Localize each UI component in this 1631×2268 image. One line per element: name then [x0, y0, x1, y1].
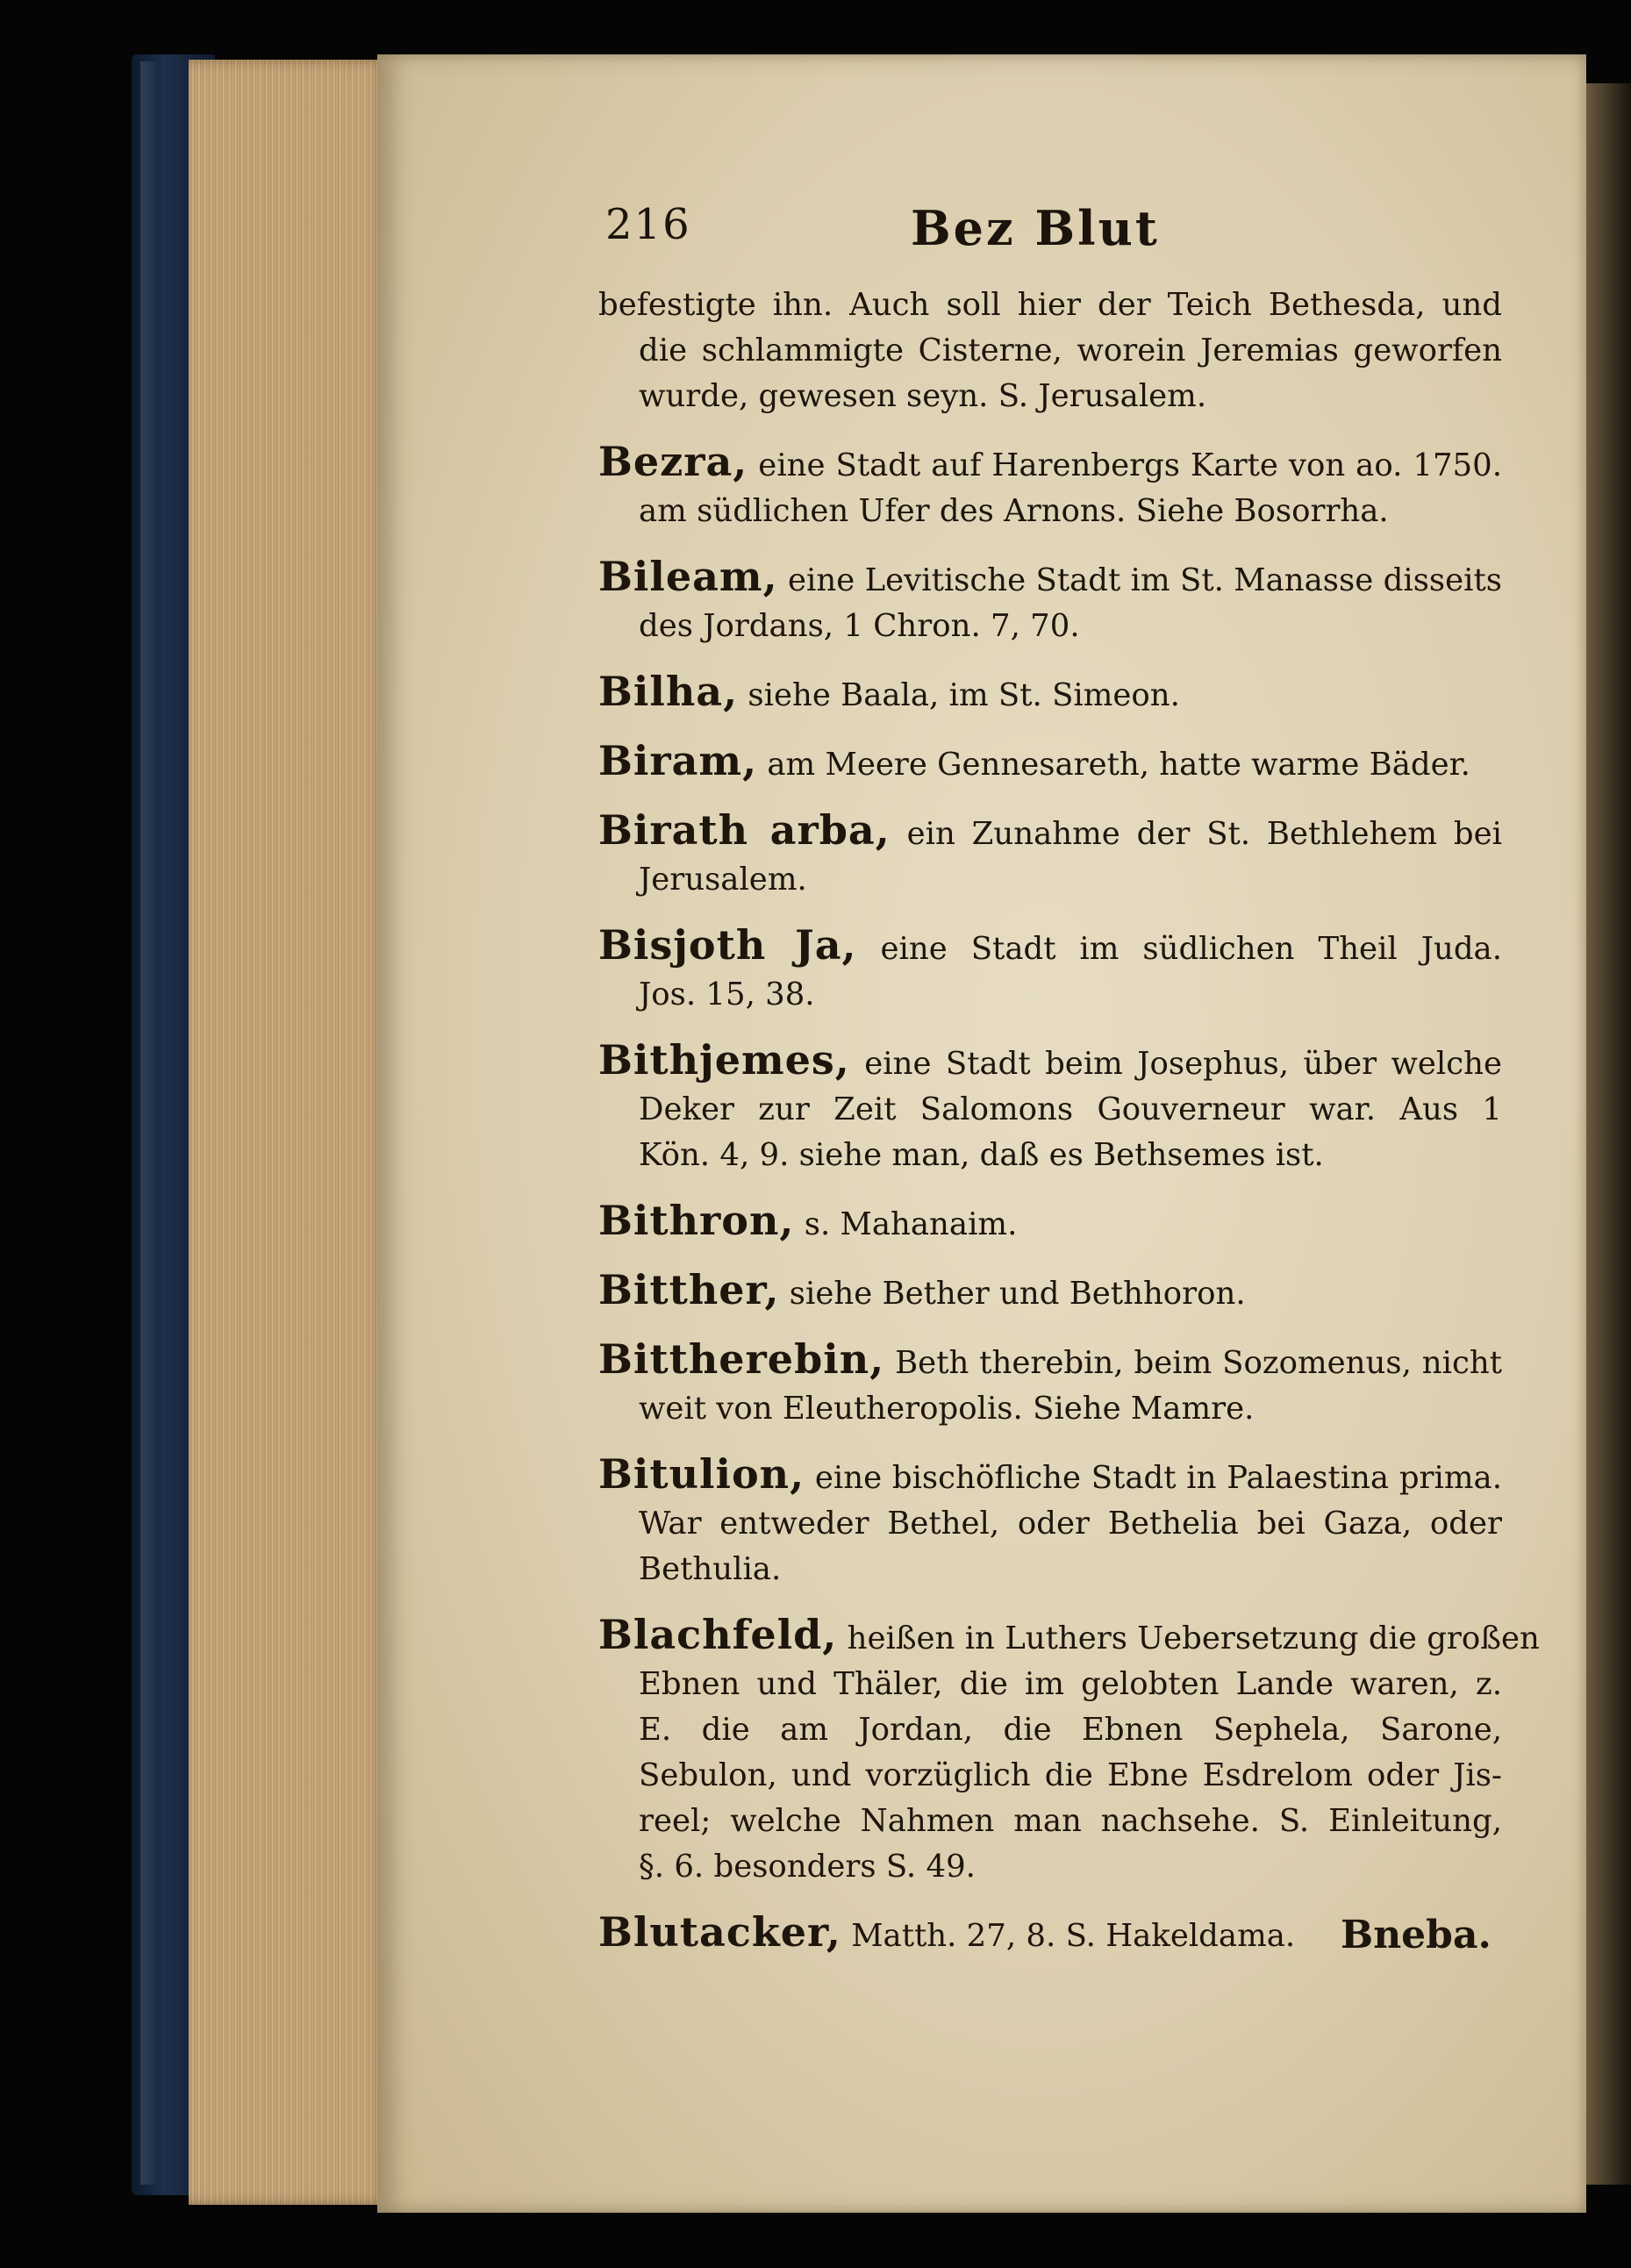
- dictionary-entry: [598, 1267, 1502, 1317]
- entry-text: am Meere Gennesareth, hatte warme Bäder.: [757, 747, 1470, 783]
- text-line: [598, 1547, 1502, 1592]
- text-line: [598, 1087, 1502, 1133]
- entry-text: Bethulia.: [639, 1551, 782, 1587]
- entry-text: siehe Bether und Bethhoron.: [779, 1276, 1246, 1312]
- entry-text: E. die am Jordan, die Ebnen Sephela, Sarone,: [639, 1712, 1502, 1748]
- page-number: 216: [605, 200, 691, 249]
- text-line: [598, 1198, 1502, 1248]
- entry-headword: Bezra,: [598, 438, 748, 485]
- text-line: [598, 1501, 1502, 1547]
- entry-headword: Blutacker,: [598, 1908, 841, 1956]
- entry-headword: Bitther,: [598, 1266, 780, 1313]
- entry-headword: Blachfeld,: [598, 1611, 838, 1658]
- text-line: [598, 374, 1502, 419]
- dictionary-entry: [598, 738, 1502, 788]
- entry-text: heißen in Luthers Uebersetzung die großen: [837, 1621, 1540, 1656]
- dictionary-entry: [598, 283, 1502, 419]
- entry-text: des Jordans, 1 Chron. 7, 70.: [639, 608, 1080, 644]
- entry-headword: Birath arba,: [598, 806, 891, 854]
- text-line: [598, 489, 1502, 534]
- entry-text: wurde, gewesen seyn. S. Jerusalem.: [639, 378, 1207, 414]
- text-line: [598, 972, 1502, 1018]
- text-line: [598, 1386, 1502, 1432]
- entry-text: weit von Eleutheropolis. Siehe Mamre.: [639, 1391, 1255, 1427]
- entry-text: Jos. 15, 38.: [639, 977, 815, 1012]
- dictionary-entry: [598, 1451, 1502, 1592]
- entry-text: Deker zur Zeit Salomons Gouverneur war. Aus 1: [639, 1091, 1502, 1127]
- entry-text: s. Mahanaim.: [794, 1206, 1018, 1242]
- text-line: [598, 1611, 1540, 1662]
- catchword: Bneba.: [1341, 1913, 1492, 1957]
- entry-text: reel; welche Nahmen man nachsehe. S. Einleitung,: [639, 1803, 1502, 1839]
- entry-headword: Bileam,: [598, 553, 778, 600]
- entry-headword: Bittherebin,: [598, 1335, 885, 1383]
- entry-headword: Bisjoth Ja,: [598, 921, 857, 969]
- text-line: [598, 922, 1502, 972]
- facing-page-edge: [1586, 83, 1631, 2185]
- entry-text: eine bischöfliche Stadt in Palaestina prima.: [805, 1460, 1502, 1496]
- text-line: [598, 554, 1502, 604]
- page-header: [605, 200, 1500, 261]
- entry-text: Jerusalem.: [639, 862, 807, 898]
- entry-text: am südlichen Ufer des Arnons. Siehe Bosorrha.: [639, 493, 1389, 529]
- text-line: [598, 1707, 1502, 1753]
- entry-text: War entweder Bethel, oder Bethelia bei Gaza, oder: [639, 1506, 1502, 1542]
- text-line: [598, 283, 1502, 328]
- entry-text: ein Zunahme der St. Bethlehem bei: [890, 816, 1502, 852]
- entry-text: die schlammigte Cisterne, worein Jeremias geworfen: [639, 333, 1502, 368]
- text-line: [598, 1451, 1502, 1501]
- text-line: [598, 1844, 1502, 1890]
- dictionary-entry: [598, 1198, 1502, 1248]
- entry-text: eine Stadt im südlichen Theil Juda.: [856, 931, 1503, 967]
- dictionary-entry: [598, 669, 1502, 719]
- entry-text: eine Stadt auf Harenbergs Karte von ao. 1750.: [748, 447, 1502, 483]
- running-head: Bez Blut: [911, 200, 1160, 256]
- entry-headword: Bilha,: [598, 668, 739, 715]
- entry-text: befestigte ihn. Auch soll hier der Teich Bethesda, und: [598, 287, 1502, 323]
- text-line: [598, 669, 1502, 719]
- entry-text: Ebnen und Thäler, die im gelobten Lande waren, z.: [639, 1666, 1502, 1702]
- entry-headword: Bitulion,: [598, 1450, 805, 1498]
- text-line: [598, 807, 1502, 857]
- text-line: [598, 1336, 1502, 1386]
- text-line: [598, 1133, 1502, 1178]
- entry-text: siehe Baala, im St. Simeon.: [738, 677, 1180, 713]
- page-text: [598, 283, 1540, 1978]
- text-line: [598, 1267, 1502, 1317]
- entry-text: Kön. 4, 9. siehe man, daß es Bethsemes ist.: [639, 1137, 1324, 1173]
- page-edges: [189, 60, 389, 2205]
- text-line: [598, 439, 1502, 489]
- text-line: [598, 604, 1502, 649]
- dictionary-entry: [598, 807, 1502, 903]
- entry-text: eine Levitische Stadt im St. Manasse disseits: [777, 562, 1502, 598]
- dictionary-entry: [598, 1611, 1540, 1890]
- dictionary-entry: [598, 439, 1502, 534]
- text-line: [598, 857, 1502, 903]
- text-line: [598, 1753, 1502, 1799]
- entry-text: Beth therebin, beim Sozomenus, nicht: [884, 1345, 1502, 1381]
- entry-headword: Biram,: [598, 737, 758, 784]
- text-line: [598, 1662, 1502, 1707]
- dictionary-entry: [598, 1336, 1502, 1432]
- entry-text: eine Stadt beim Josephus, über welche: [849, 1046, 1502, 1082]
- entry-text: Sebulon, und vorzüglich die Ebne Esdrelom oder Jis-: [639, 1757, 1502, 1793]
- dictionary-entry: [598, 1037, 1502, 1178]
- dictionary-entry: [598, 554, 1502, 649]
- text-line: [598, 328, 1502, 374]
- entry-text: Matth. 27, 8. S. Hakeldama.: [841, 1918, 1296, 1954]
- entry-headword: Bithron,: [598, 1197, 795, 1244]
- text-line: [598, 738, 1502, 788]
- dictionary-entry: [598, 922, 1502, 1018]
- text-line: [598, 1037, 1502, 1087]
- cover-edge: [140, 61, 156, 2185]
- entry-headword: Bithjemes,: [598, 1036, 850, 1084]
- entry-text: §. 6. besonders S. 49.: [639, 1849, 976, 1885]
- text-line: [598, 1799, 1502, 1844]
